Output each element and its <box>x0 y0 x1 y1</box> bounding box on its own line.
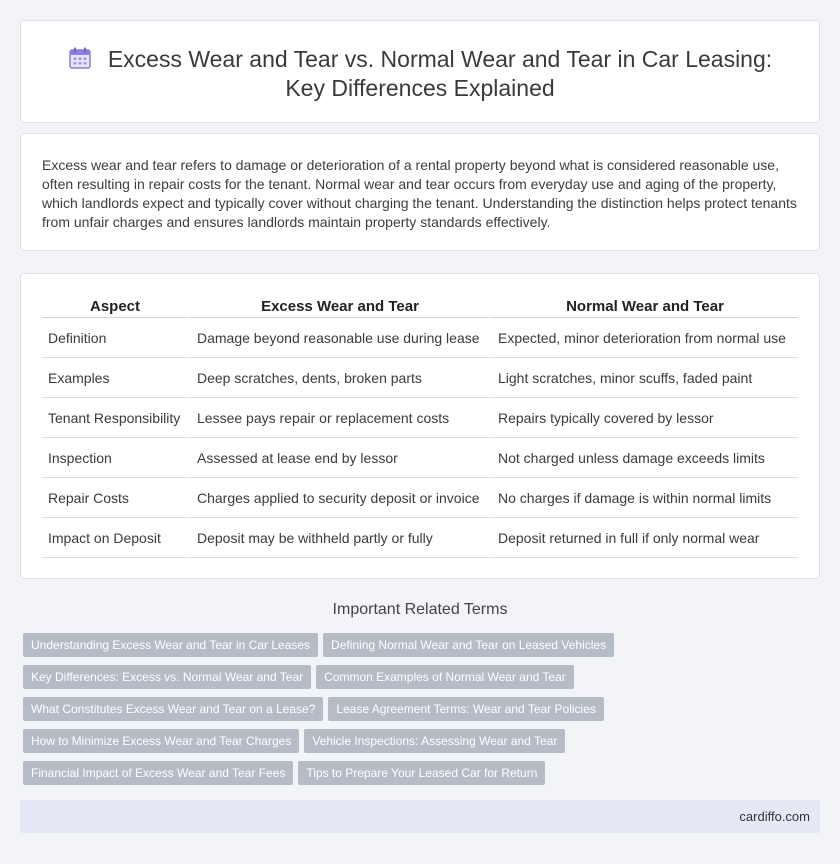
tag-row <box>23 729 570 753</box>
intro-paragraph: Excess wear and tear refers to damage or deterioration of a rental property beyond what is considered reasonable use, often resulting in repair costs for the tenant. Normal wear and tear occurs from everyday use and aging of the property, which landlords expect and typically cover without charging the tenant. Understanding the distinction helps protect tenants from unfair charges and ensures landlords maintain property standards effectively. <box>42 157 797 230</box>
comparison-card <box>20 273 820 579</box>
footer <box>20 800 820 833</box>
related-term-link[interactable]: How to Minimize Excess Wear and Tear Charges <box>23 729 299 753</box>
row-excess: Assessed at lease end by lessor <box>188 438 489 478</box>
row-normal: No charges if damage is within normal limits <box>489 478 798 518</box>
related-term-link[interactable]: Vehicle Inspections: Assessing Wear and Tear <box>304 729 565 753</box>
row-aspect: Examples <box>42 358 188 398</box>
row-aspect: Repair Costs <box>42 478 188 518</box>
related-term-link[interactable]: Financial Impact of Excess Wear and Tear Fees <box>23 761 293 785</box>
tag-row <box>23 665 579 689</box>
row-excess: Lessee pays repair or replacement costs <box>188 398 489 438</box>
row-excess: Deep scratches, dents, broken parts <box>188 358 489 398</box>
page-title-text-1: Excess Wear and Tear vs. Normal Wear and Tear in Car Leasing: <box>107 46 773 72</box>
table-header-row <box>42 296 798 318</box>
row-normal: Light scratches, minor scuffs, faded paint <box>489 358 798 398</box>
table-row <box>42 438 798 478</box>
row-normal: Not charged unless damage exceeds limits <box>489 438 798 478</box>
table-row <box>42 478 798 518</box>
related-terms-heading: Important Related Terms <box>332 601 508 618</box>
related-term-link[interactable]: Tips to Prepare Your Leased Car for Return <box>298 761 545 785</box>
header-card <box>20 20 820 123</box>
intro-card <box>20 133 820 251</box>
related-term-link[interactable]: Key Differences: Excess vs. Normal Wear and Tear <box>23 665 311 689</box>
row-excess: Deposit may be withheld partly or fully <box>188 518 489 558</box>
page-title-line1 <box>21 45 819 74</box>
row-aspect: Inspection <box>42 438 188 478</box>
row-excess: Charges applied to security deposit or invoice <box>188 478 489 518</box>
tag-row <box>23 633 619 657</box>
comparison-table <box>42 296 798 558</box>
page-title <box>21 45 819 103</box>
related-term-link[interactable]: Lease Agreement Terms: Wear and Tear Policies <box>328 697 603 721</box>
row-aspect: Tenant Responsibility <box>42 398 188 438</box>
tag-row <box>23 697 609 721</box>
page-title-line2: Key Differences Explained <box>285 75 555 101</box>
related-term-link[interactable]: What Constitutes Excess Wear and Tear on a Lease? <box>23 697 323 721</box>
related-term-link[interactable]: Understanding Excess Wear and Tear in Car Leases <box>23 633 318 657</box>
calendar-icon <box>68 46 92 70</box>
row-aspect: Definition <box>42 318 188 358</box>
footer-site-link[interactable]: cardiffo.com <box>739 809 810 824</box>
table-row <box>42 518 798 558</box>
related-term-link[interactable]: Defining Normal Wear and Tear on Leased Vehicles <box>323 633 614 657</box>
header-excess: Excess Wear and Tear <box>188 296 489 318</box>
table-row <box>42 398 798 438</box>
row-normal: Repairs typically covered by lessor <box>489 398 798 438</box>
table-row <box>42 358 798 398</box>
row-normal: Expected, minor deterioration from normal use <box>489 318 798 358</box>
row-excess: Damage beyond reasonable use during lease <box>188 318 489 358</box>
row-aspect: Impact on Deposit <box>42 518 188 558</box>
header-aspect: Aspect <box>42 296 188 318</box>
tag-row <box>23 761 550 785</box>
table-row <box>42 318 798 358</box>
related-term-link[interactable]: Common Examples of Normal Wear and Tear <box>316 665 574 689</box>
row-normal: Deposit returned in full if only normal wear <box>489 518 798 558</box>
header-normal: Normal Wear and Tear <box>489 296 798 318</box>
